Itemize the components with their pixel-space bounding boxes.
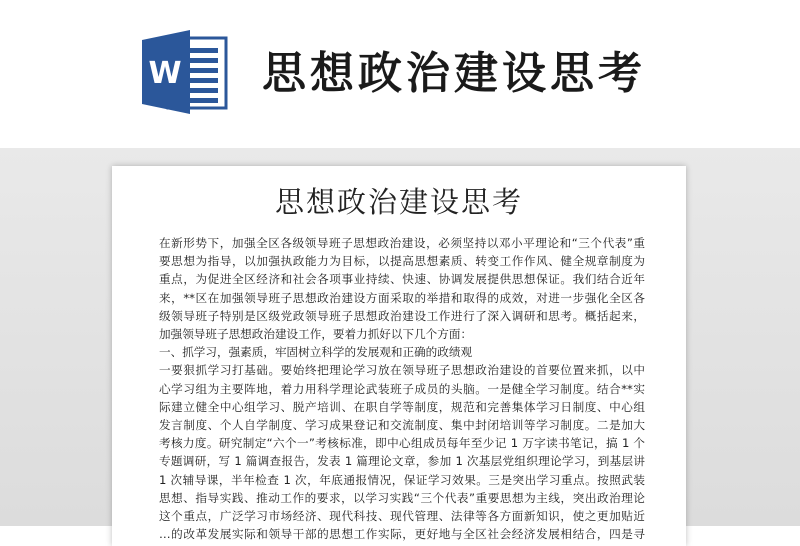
body-line: 这个重点，广泛学习市场经济、现代科技、现代管理、法律等各方面新知识，使之更加贴近	[159, 509, 645, 524]
document-title: 思想政治建设思考	[274, 185, 523, 219]
body-line: 在新形势下，加强全区各级领导班子思想政治建设，必须坚持以邓小平理论和“三个代表”重	[159, 236, 645, 250]
body-line: 加强领导班子思想政治建设工作，要着力抓好以下几个方面：	[159, 327, 473, 342]
body-line: …的改革发展实际和领导干部的思想工作实际，更好地与全区社会经济发展相结合，四是寻	[159, 527, 645, 542]
body-line: 心学习组为主要阵地，着力用科学理论武装班子成员的头脑。一是健全学习制度。结合**实	[159, 381, 645, 396]
body-line: 考核力度。研究制定“六个一”考核标准，即中心组成员每年至少记 1 万字读书笔记，搞 1 个	[159, 436, 645, 451]
body-line: 重点，为促进全区经济和社会各项事业持续、快速、协调发展提供思想保证。我们结合近年	[159, 272, 645, 287]
body-line: 思想、指导实践、推动工作的要求，以学习实践“三个代表”重要思想为主线，突出政治理论	[159, 490, 645, 505]
body-line: 1 次辅导课，半年检查 1 次，年底通报情况，保证学习效果。三是突出学习重点。按照武装	[159, 472, 645, 487]
body-line: 级领导班子特别是区级党政领导班子思想政治建设工作进行了深入调研和思考。概括起来，	[159, 308, 645, 323]
document-page	[112, 166, 686, 546]
header-banner	[0, 0, 800, 160]
section-heading: 一、抓学习，强素质，牢固树立科学的发展观和正确的政绩观	[159, 345, 473, 360]
body-line: 要思想为指导，以加强执政能力为目标，以提高思想素质、转变工作作风、健全规章制度为	[159, 254, 645, 269]
document-body	[159, 234, 645, 543]
body-line: 一要狠抓学习打基础。要始终把理论学习放在领导班子思想政治建设的首要位置来抓，以中	[159, 363, 645, 378]
logo-letter: W	[148, 56, 182, 91]
body-line: 际建立健全中心组学习、脱产培训、在职自学等制度，规范和完善集体学习日制度、中心组	[159, 399, 645, 414]
body-line: 专题调研，写 1 篇调查报告，发表 1 篇理论文章，参加 1 次基层党组织理论学习，到基层讲	[159, 454, 645, 469]
header-title: 思想政治建设思考	[262, 48, 646, 99]
body-line: 来，**区在加强领导班子思想政治建设方面采取的举措和取得的成效，对进一步强化全区各	[159, 290, 645, 305]
word-document-icon	[138, 26, 230, 118]
body-line: 发言制度、个人自学制度、学习成果登记和交流制度、集中封闭培训等学习制度。二是加大	[159, 418, 645, 433]
